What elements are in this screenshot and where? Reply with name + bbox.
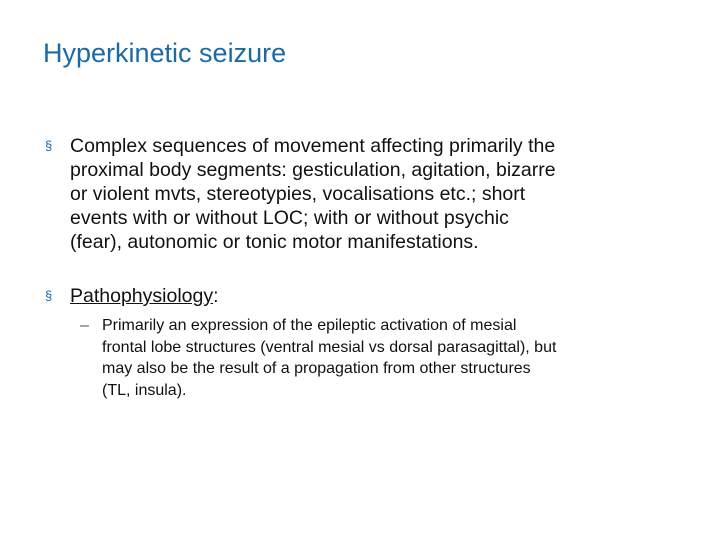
bullet-text-line: or violent mvts, stereotypies, vocalisations etc.; short (70, 183, 526, 205)
bullet-text-line: Complex sequences of movement affecting primarily the (70, 135, 556, 157)
sub-bullet-text-line: Primarily an expression of the epileptic activation of mesial (102, 317, 517, 334)
dash-marker: – (80, 317, 89, 334)
bullet-marker: § (45, 288, 53, 303)
sub-bullet-text-line: frontal lobe structures (ventral mesial vs dorsal parasagittal), but (102, 338, 557, 356)
bullet-text-line: events with or without LOC; with or without psychic (70, 207, 509, 229)
bullet-text (70, 134, 680, 254)
bullet-text-line: proximal body segments: gesticulation, agitation, bizarre (70, 159, 556, 181)
bullet-text (70, 284, 219, 308)
sub-bullet-text-line: may also be the result of a propagation from other structures (102, 360, 531, 377)
bullet-text-line: (fear), autonomic or tonic motor manifestations. (70, 231, 479, 253)
sub-bullet-text (102, 315, 682, 401)
sub-bullet-text-line: (TL, insula). (102, 381, 187, 399)
bullet-item-1 (45, 134, 705, 264)
bullet-marker: § (45, 138, 53, 153)
bullet-item-2 (45, 284, 705, 310)
pathophysiology-heading: Pathophysiology (70, 285, 214, 307)
slide-title: Hyperkinetic seizure (43, 38, 287, 68)
heading-colon: : (213, 285, 219, 307)
